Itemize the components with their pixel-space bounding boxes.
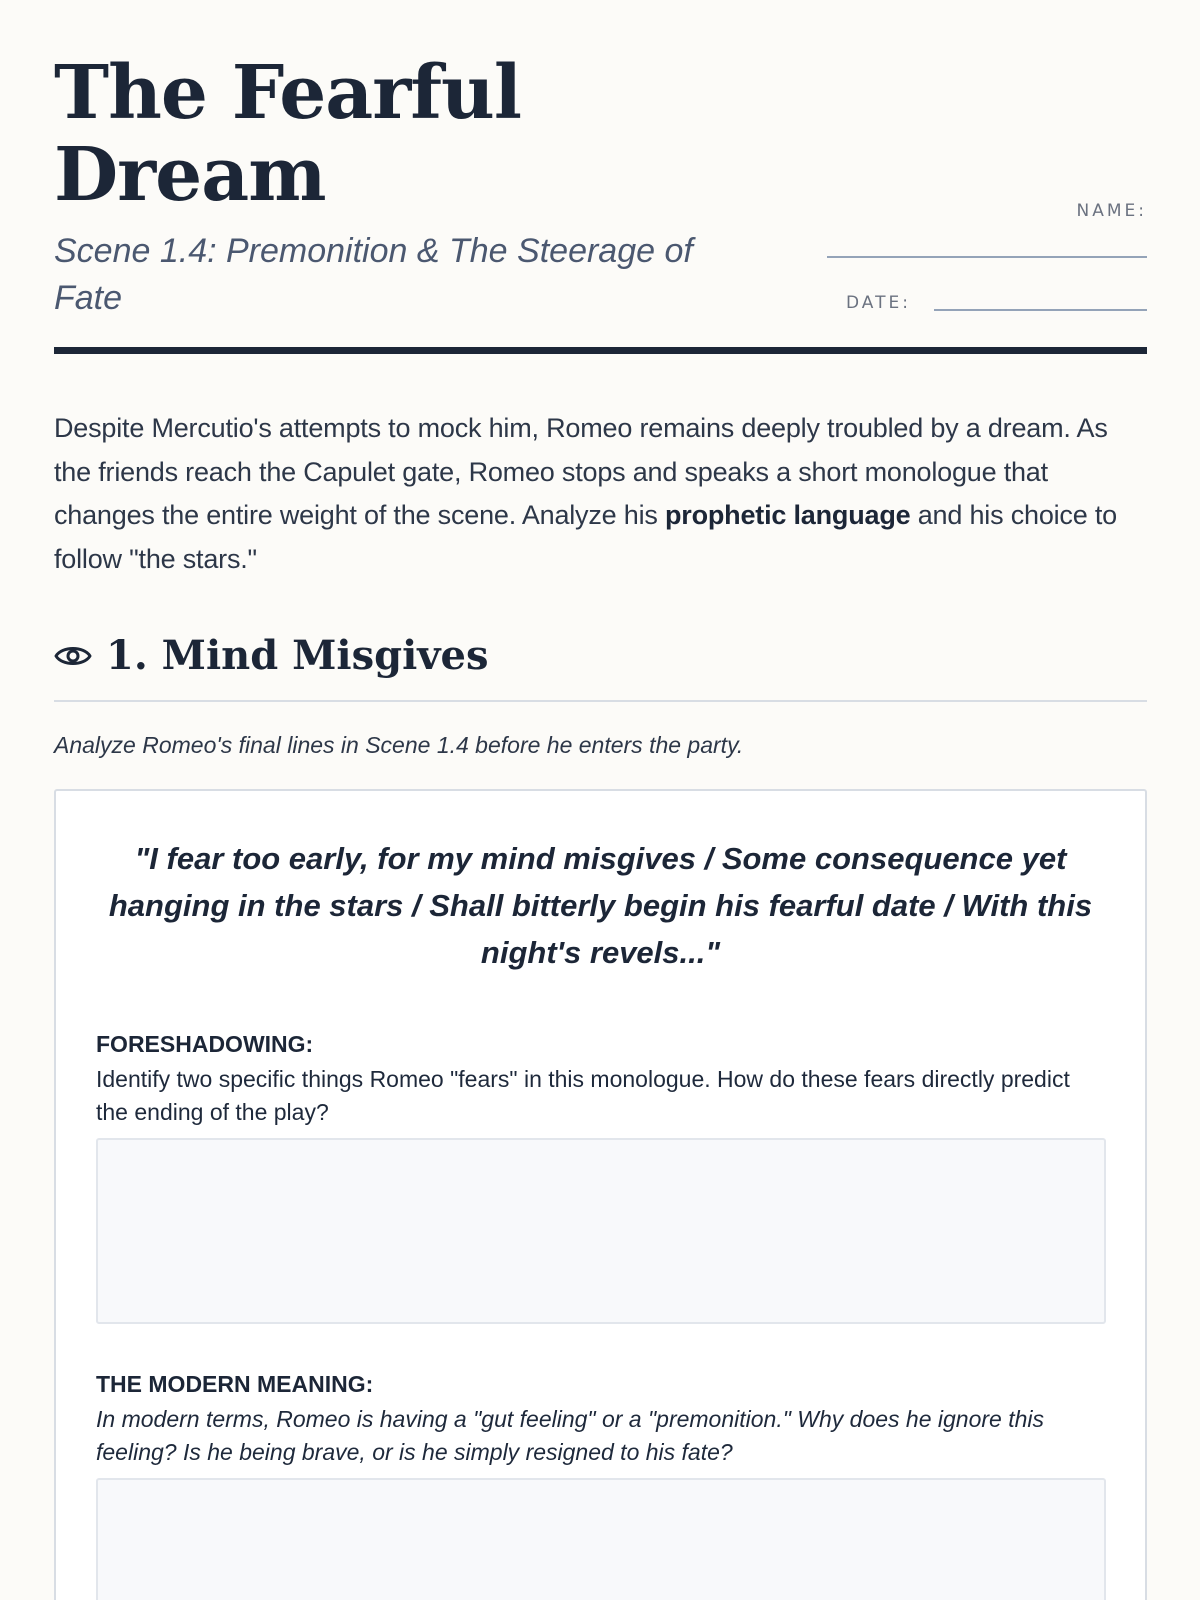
- page-subtitle: Scene 1.4: Premonition & The Steerage of Fate: [54, 232, 693, 317]
- intro-bold-phrase: prophetic language: [665, 500, 911, 530]
- date-field-line[interactable]: [934, 309, 1147, 311]
- question-text-modern-meaning: In modern terms, Romeo is having a "gut feeling" or a "premonition." Why does he ignore this feeling? Is he being brave, or is he simply resigned to his fate?: [96, 1406, 1045, 1465]
- date-label: DATE:: [846, 293, 911, 313]
- name-label: NAME:: [1076, 201, 1147, 221]
- analysis-card: [54, 789, 1147, 1600]
- name-field-line[interactable]: [827, 256, 1147, 258]
- section-instruction: Analyze Romeo's final lines in Scene 1.4 before he enters the party.: [54, 732, 744, 758]
- title-line-1: The Fearful: [54, 50, 521, 136]
- question-label-foreshadowing: FORESHADOWING:: [96, 1031, 314, 1057]
- eye-icon: [54, 642, 92, 670]
- worksheet-page: [54, 0, 1147, 1600]
- section-header: [54, 632, 1147, 702]
- intro-text-end: and his choice to follow "the stars.": [54, 500, 1117, 574]
- intro-text-start: Despite Mercutio's attempts to mock him, Romeo remains deeply troubled by a dream. As the friends reach the Capulet gate, Romeo stops and speaks a short monologue that changes the entire weight of the scene. Analyze his: [54, 413, 1108, 530]
- answer-box-modern-meaning[interactable]: [96, 1478, 1106, 1600]
- answer-box-foreshadowing[interactable]: [96, 1138, 1106, 1324]
- worksheet-header: [54, 0, 1147, 354]
- title-line-2: Dream: [54, 132, 326, 218]
- header-divider: [54, 347, 1147, 354]
- intro-paragraph: [54, 407, 1147, 581]
- question-text-foreshadowing: Identify two specific things Romeo "fears" in this monologue. How do these fears directly predict the ending of the play?: [96, 1066, 1070, 1125]
- question-label-modern-meaning: THE MODERN MEANING:: [96, 1371, 374, 1397]
- monologue-quote: "I fear too early, for my mind misgives / Some consequence yet hanging in the stars / Shall bitterly begin his fearful date / With this night's revels...": [108, 841, 1093, 970]
- page-title: [54, 52, 754, 216]
- section-title: 1. Mind Misgives: [106, 632, 489, 679]
